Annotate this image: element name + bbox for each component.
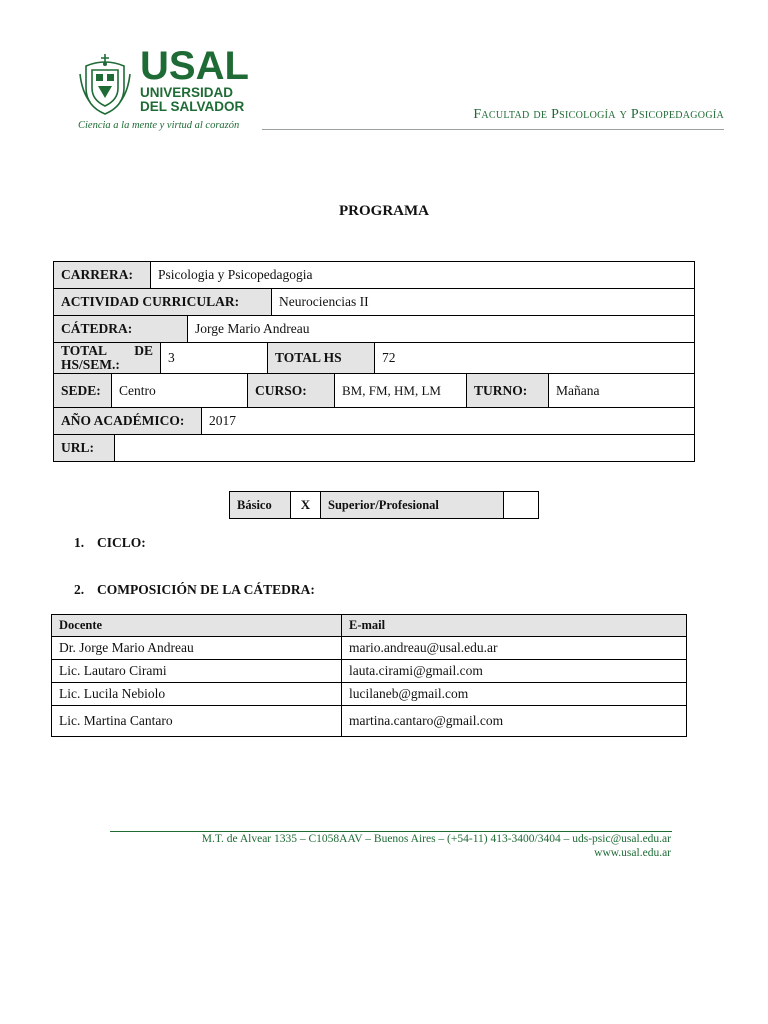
turno-value: Mañana <box>556 382 600 398</box>
docente-cell: Lic. Lautaro Cirami <box>52 660 342 682</box>
docente-cell: Dr. Jorge Mario Andreau <box>52 637 342 659</box>
actividad-label: ACTIVIDAD CURRICULAR: <box>54 289 272 315</box>
university-name-line2: DEL SALVADOR <box>140 99 245 114</box>
row-carrera <box>54 262 694 289</box>
crest-icon <box>78 52 132 118</box>
row-actividad <box>54 289 694 316</box>
curso-value: BM, FM, HM, LM <box>335 374 467 407</box>
anio-label: AÑO ACADÉMICO: <box>54 408 202 434</box>
email-header: E-mail <box>342 615 686 636</box>
url-value <box>115 435 694 461</box>
table-row <box>52 637 686 660</box>
total-hs-label: TOTAL HS <box>268 343 375 373</box>
page-title: PROGRAMA <box>339 203 429 219</box>
url-label: URL: <box>54 435 115 461</box>
level-box <box>229 491 539 519</box>
docente-cell: Lic. Lucila Nebiolo <box>52 683 342 705</box>
section-title: CICLO: <box>97 535 146 550</box>
row-sede <box>54 374 694 408</box>
footer-divider <box>110 831 672 832</box>
anio-value: 2017 <box>209 413 236 428</box>
section-number: 2. <box>74 582 85 597</box>
total-hs-value: 72 <box>382 350 396 365</box>
email-cell: lucilaneb@gmail.com <box>349 686 469 701</box>
superior-label: Superior/Profesional <box>321 492 504 518</box>
catedra-label: CÁTEDRA: <box>54 316 188 342</box>
university-logo <box>78 44 258 140</box>
row-anio <box>54 408 694 435</box>
total-hs-sem-label: TOTAL DE HS/SEM.: <box>54 343 161 373</box>
footer-address: M.T. de Alvear 1335 – C1058AAV – Buenos Aires – (+54-11) 413-3400/3404 – uds-psic@usal.edu.ar <box>201 833 671 845</box>
total-hs-sem-value: 3 <box>161 343 268 373</box>
table-row <box>52 660 686 683</box>
faculty-name: Facultad de Psicología y Psicopedagogía <box>473 107 724 122</box>
basico-mark: X <box>291 492 321 518</box>
row-total-hs <box>54 343 694 374</box>
logo-wordmark: USAL <box>140 44 249 88</box>
row-catedra <box>54 316 694 343</box>
header-divider <box>262 129 724 130</box>
superior-mark <box>504 492 538 518</box>
table-row <box>52 683 686 706</box>
turno-label: TURNO: <box>467 374 549 407</box>
email-cell: lauta.cirami@gmail.com <box>349 663 483 678</box>
university-motto: Ciencia a la mente y virtud al corazón <box>78 120 240 131</box>
sede-label: SEDE: <box>54 374 112 407</box>
table-row <box>52 706 686 736</box>
table-header-row <box>52 615 686 637</box>
docente-cell: Lic. Martina Cantaro <box>52 706 342 736</box>
email-cell: martina.cantaro@gmail.com <box>349 713 504 728</box>
section-number: 1. <box>74 535 85 550</box>
footer-website: www.usal.edu.ar <box>594 847 671 859</box>
carrera-label: CARRERA: <box>54 262 151 288</box>
sede-value: Centro <box>112 374 248 407</box>
basico-label: Básico <box>230 492 291 518</box>
actividad-value: Neurociencias II <box>279 294 369 309</box>
docente-header: Docente <box>52 615 342 636</box>
university-name-line1: UNIVERSIDAD <box>140 85 234 100</box>
row-url <box>54 435 694 461</box>
section-composicion <box>74 582 315 598</box>
curso-label: CURSO: <box>248 374 335 407</box>
carrera-value: Psicologia y Psicopedagogia <box>158 267 313 282</box>
course-info-table <box>53 261 695 462</box>
staff-table <box>51 614 687 737</box>
section-title: COMPOSICIÓN DE LA CÁTEDRA: <box>97 582 315 597</box>
email-cell: mario.andreau@usal.edu.ar <box>349 640 498 655</box>
catedra-value: Jorge Mario Andreau <box>195 321 310 336</box>
section-ciclo <box>74 535 146 551</box>
